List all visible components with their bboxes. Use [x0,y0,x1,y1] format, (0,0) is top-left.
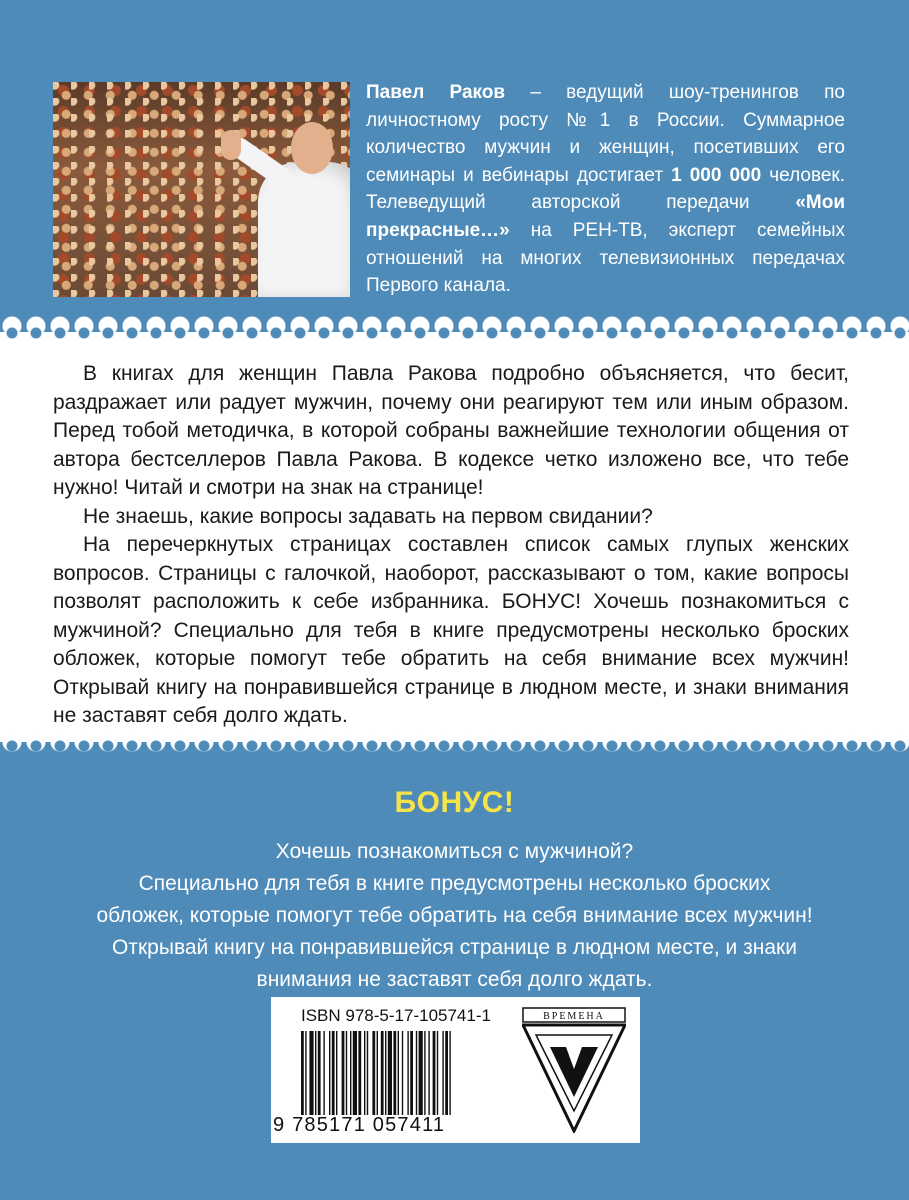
author-name: Павел Раков [366,82,506,103]
barcode-panel [271,997,640,1143]
audience-count: 1 000 000 [671,164,762,186]
description-paragraph: Не знаешь, какие вопросы задавать на первом свидании? [83,504,653,528]
bonus-text [40,836,869,996]
bonus-line: Открывай книгу на понравившейся странице в людном месте, и знаки [112,936,797,959]
speaker-head [291,122,333,174]
barcode-digits: 9 785171 057411 [273,1114,446,1136]
description-paragraph: В книгах для женщин Павла Ракова подробно объясняется, что бесит, раздражает или радует мужчин, почему они реагируют тем или иным образом. Перед тобой методичка, в которой собраны важнейшие технологии общения от автора бестселлеров Павла Ракова. В кодексе четко изложено все, что тебе нужно! Читай и смотри на знак на странице! [53,362,849,499]
band-top-holes [0,326,909,340]
author-bio [366,79,845,300]
bonus-title: БОНУС! [394,786,515,819]
show-title: «Мои прекрасные…» [366,192,845,241]
svg-text:ВРЕМЕНА: ВРЕМЕНА [543,1011,605,1022]
bonus-line: внимания не заставят себя долго ждать. [256,968,653,991]
author-bio-part-3: на РЕН-ТВ, эксперт семейных отношений на многих телевизионных передачах Первого канала. [366,219,845,297]
bonus-line: обложек, которые помогут тебе обратить на себя внимание всех мужчин! [96,904,813,927]
description-paragraph: На перечеркнутых страницах составлен список самых глупых женских вопросов. Страницы с галочкой, наоборот, рассказывают о том, какие вопросы позволят расположить к себе избранника. БОНУС! Хочешь познакомиться с мужчиной? Специально для тебя в книге предусмотрены несколько броских обложек, которые помогут тебе обратить на себя внимание всех мужчин! Открывай книгу на понравившейся странице в людном месте, и знаки внимания не заставят себя долго ждать. [53,533,849,727]
book-description [53,360,849,731]
speaker-hand [221,130,241,160]
author-bio-part-2: человек. Телеведущий авторской передачи [366,164,845,214]
author-bio-part-1: – ведущий шоу-тренингов по личностному росту №1 в России. Суммарное количество мужчин и женщин, посетивших его семинары и вебинары достигает [366,82,845,186]
barcode-icon [301,1031,513,1115]
author-photo [53,82,350,297]
bonus-line: Хочешь познакомиться с мужчиной? [275,840,634,863]
bonus-line: Специально для тебя в книге предусмотрены несколько броских [138,872,771,895]
publisher-logo-icon [522,1007,626,1133]
isbn-label: ISBN 978-5-17-105741-1 [301,1006,491,1025]
band-bottom-holes [0,739,909,753]
